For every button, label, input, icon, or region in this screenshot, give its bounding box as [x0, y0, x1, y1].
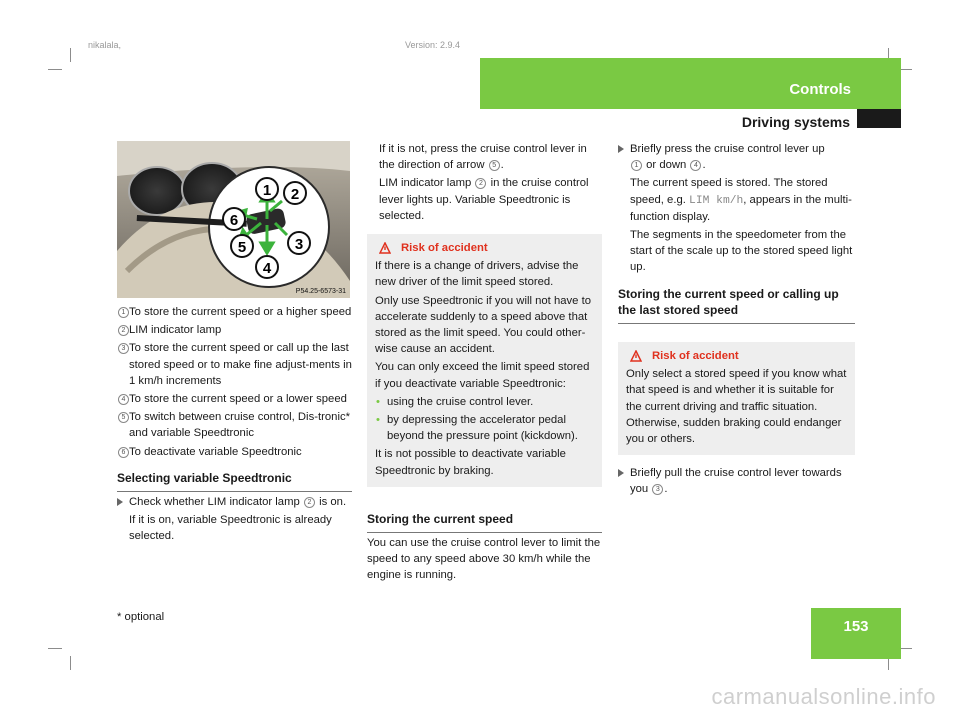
instruction-step: Briefly pull the cruise control lever towards you 3 . [618, 465, 855, 497]
warning-bullet: • by depressing the accelerator pedal beyond the pressure point (kickdown). [375, 412, 594, 444]
warning-box [367, 234, 602, 487]
figure-code: P54.25-6573-31 [295, 288, 346, 295]
paragraph: LIM indicator lamp 2 in the cruise control lever lights up. Variable Speedtronic is selected. [379, 177, 589, 222]
meta-left: nikalala, [88, 40, 122, 50]
paragraph: The current speed is stored. The stored speed, e.g. LIM km/h, appears in the multi-function display. [630, 177, 852, 223]
column-3 [618, 141, 855, 500]
dashboard-illustration [117, 141, 350, 298]
meta-right: Version: 2.9.4 [405, 40, 461, 50]
warning-box [618, 342, 855, 455]
heading-storing-calling-speed: Storing the current speed or calling up the last stored speed [618, 286, 855, 324]
instruction-step: Check whether LIM indicator lamp 2 is on. [117, 494, 352, 510]
step-arrow-icon [618, 145, 624, 153]
page-number: 153 [843, 618, 869, 635]
figure-marker-2: 2 [290, 186, 300, 203]
crop-mark [70, 48, 71, 62]
warning-text: You can only exceed the limit speed stored if you deactivate variable Speedtronic: [375, 361, 590, 390]
paragraph: If it is on, variable Speedtronic is already selected. [129, 514, 332, 543]
section-tab [480, 58, 901, 109]
warning-triangle-icon [630, 350, 642, 362]
warning-triangle-icon [379, 242, 391, 254]
warning-text: Only select a stored speed if you know what that speed is and whether it is suitable for the current driving and traffic situation. Otherwise, sudden braking could endanger you or others. [626, 368, 847, 446]
figure-marker-5: 5 [237, 239, 247, 256]
warning-text: It is not possible to deactivate variable Speedtronic by braking. [375, 448, 566, 477]
paragraph: The segments in the speedometer from the start of the scale up to the stored speed light up. [630, 229, 853, 274]
figure-marker-4: 4 [262, 260, 272, 277]
column-2 [367, 141, 602, 586]
figure-marker-3: 3 [294, 236, 304, 253]
crop-mark [70, 656, 71, 670]
warning-bullet: • using the cruise control lever. [375, 394, 594, 410]
legend-item: 3 To store the current speed or call up the last stored speed or to make fine adjust-ments in 1 km/h increments [117, 340, 352, 389]
section-title: Controls [789, 81, 851, 98]
warning-text: If there is a change of drivers, advise the new driver of the limit speed stored. [375, 260, 579, 289]
heading-selecting-speedtronic: Selecting variable Speedtronic [117, 470, 352, 492]
legend-item: 1 To store the current speed or a higher speed [117, 304, 352, 320]
step-arrow-icon [618, 469, 624, 477]
legend-item: 5 To switch between cruise control, Dis-tronic* and variable Speedtronic [117, 409, 352, 441]
cruise-control-figure [117, 141, 350, 298]
figure-marker-1: 1 [262, 182, 272, 199]
crop-mark [48, 69, 62, 70]
page-number-tab [811, 608, 901, 659]
legend-item: 2 LIM indicator lamp [117, 322, 352, 338]
header-marker [857, 109, 901, 128]
legend-item: 6 To deactivate variable Speedtronic [117, 444, 352, 460]
paragraph: You can use the cruise control lever to limit the speed to any speed above 30 km/h while the engine is running. [367, 537, 601, 582]
warning-title: Risk of accident [626, 348, 847, 364]
display-text: LIM km/h [689, 194, 744, 207]
warning-text: Only use Speedtronic if you will not have to accelerate suddenly to a speed above that stored as the limit speed. You could other-wise cause an accident. [375, 294, 592, 356]
page-title: Driving systems [741, 114, 850, 130]
column-1 [117, 304, 352, 547]
footnote: * optional [117, 611, 165, 623]
crop-mark [48, 648, 62, 649]
instruction-step: Briefly press the cruise control lever up 1 or down 4 . [618, 141, 855, 173]
figure-marker-6: 6 [229, 212, 239, 229]
warning-title: Risk of accident [375, 240, 594, 256]
step-arrow-icon [117, 498, 123, 506]
legend-item: 4 To store the current speed or a lower speed [117, 391, 352, 407]
watermark: carmanualsonline.info [711, 684, 936, 709]
heading-storing-speed: Storing the current speed [367, 511, 602, 533]
paragraph: If it is not, press the cruise control lever in the direction of arrow 5 . [379, 143, 587, 172]
